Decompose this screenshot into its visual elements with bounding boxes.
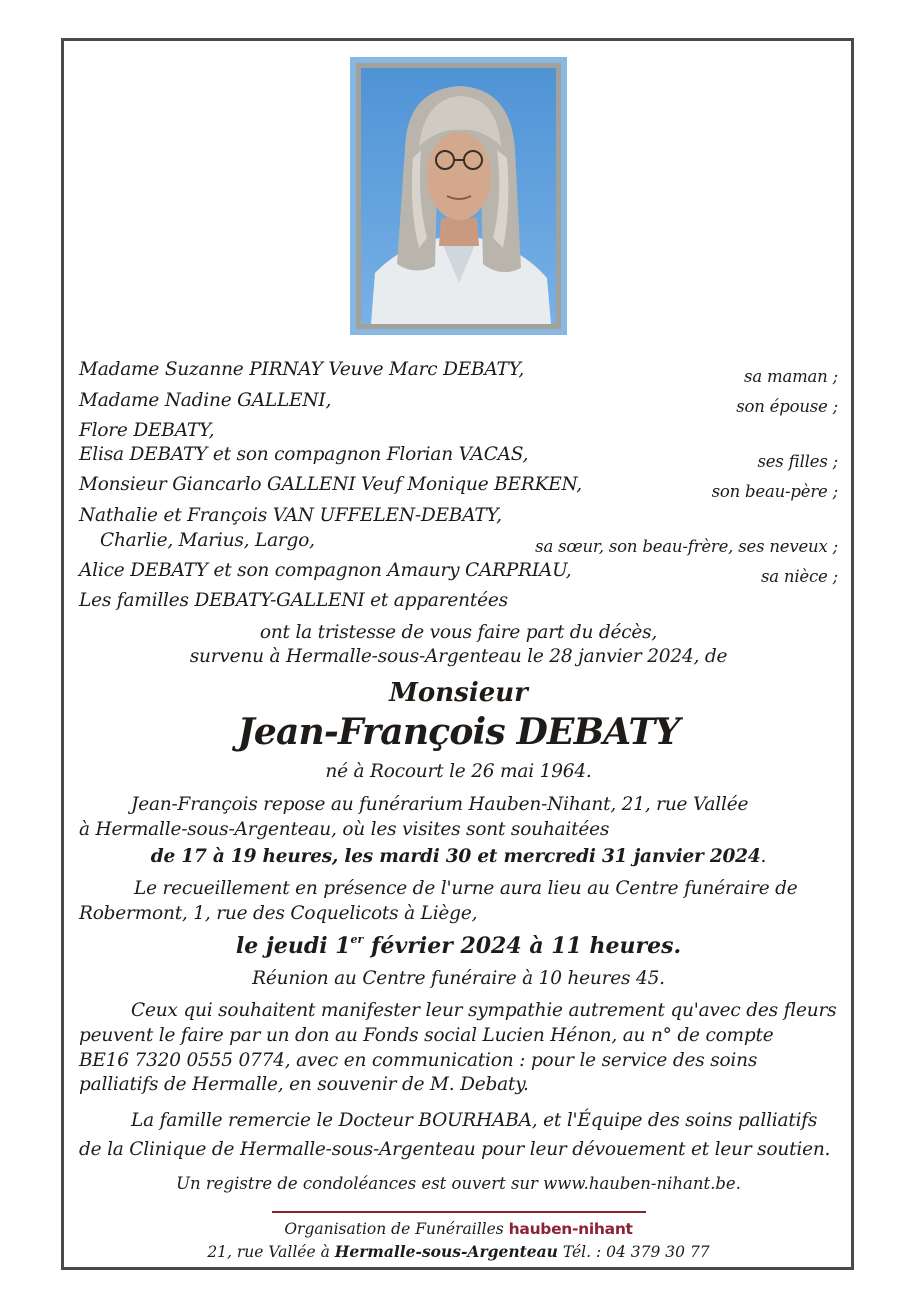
donation-line-2: peuvent le faire par un don au Fonds social Lucien Hénon, au n° de compte [79, 1025, 774, 1046]
announce-line-2: survenu à Hermalle-sous-Argenteau le 28 janvier 2024, de [189, 646, 728, 667]
relation-6: sa nièce ; [760, 567, 838, 586]
birth-info: né à Rocourt le 26 mai 1964. [325, 761, 592, 782]
family-line-5: Monsieur Giancarlo GALLENI Veuf Monique BERKEN, [79, 474, 582, 495]
visits-line-1: Jean-François repose au funérarium Hauben-Nihant, 21, rue Vallée [131, 794, 749, 815]
relation-1: sa maman ; [744, 367, 838, 386]
footer-address: 21, rue Vallée à Hermalle-sous-Argenteau Tél. : 04 379 30 77 [207, 1242, 710, 1261]
ceremony-line-1: Le recueillement en présence de l'urne aura lieu au Centre funéraire de [134, 878, 798, 899]
relation-4: son beau-père ; [711, 482, 838, 501]
relation-2: son épouse ; [736, 397, 838, 416]
thanks-line-2: de la Clinique de Hermalle-sous-Argenteau pour leur dévouement et leur soutien. [79, 1139, 831, 1160]
donation-line-3: BE16 7320 0555 0774, avec en communication : pour le service des soins [79, 1050, 758, 1071]
portrait-photo [350, 57, 567, 335]
deceased-name: Jean-François DEBATY [237, 711, 680, 753]
ceremony-line-2: Robermont, 1, rue des Coquelicots à Liège, [79, 903, 478, 924]
deceased-salutation: Monsieur [389, 678, 528, 708]
family-line-6: Nathalie et François VAN UFFELEN-DEBATY, [79, 505, 502, 526]
family-line-7: Charlie, Marius, Largo, [100, 530, 315, 551]
relation-3: ses filles ; [757, 452, 838, 471]
thanks-line-1: La famille remercie le Docteur BOURHABA, et l'Équipe des soins palliatifs [131, 1110, 818, 1131]
relation-5: sa sœur, son beau-frère, ses neveux ; [535, 537, 838, 556]
condolence-registry: Un registre de condoléances est ouvert sur www.hauben-nihant.be. [176, 1174, 741, 1193]
family-line-4: Elisa DEBATY et son compagnon Florian VACAS, [79, 444, 529, 465]
family-line-1: Madame Suzanne PIRNAY Veuve Marc DEBATY, [79, 359, 525, 380]
family-line-2: Madame Nadine GALLENI, [79, 390, 332, 411]
visits-hours-text: de 17 à 19 heures, les mardi 30 et mercredi 31 janvier 2024 [150, 846, 761, 867]
meeting-info: Réunion au Centre funéraire à 10 heures 45. [252, 968, 665, 989]
family-line-9: Les familles DEBATY-GALLENI et apparentées [79, 590, 508, 611]
family-line-8: Alice DEBATY et son compagnon Amaury CARPRIAU, [79, 560, 572, 581]
visits-line-2: à Hermalle-sous-Argenteau, où les visites sont souhaitées [79, 819, 610, 840]
ceremony-date: le jeudi 1er février 2024 à 11 heures. [235, 933, 682, 959]
brand-logo: hauben-nihant [508, 1220, 633, 1238]
portrait-image [361, 68, 556, 324]
donation-line-1: Ceux qui souhaitent manifester leur sympathie autrement qu'avec des fleurs [131, 1000, 837, 1021]
donation-line-4: palliatifs de Hermalle, en souvenir de M. Debaty. [79, 1074, 529, 1095]
visits-hours: de 17 à 19 heures, les mardi 30 et mercredi 31 janvier 2024. [150, 846, 767, 867]
family-line-3: Flore DEBATY, [79, 420, 215, 441]
footer-divider [272, 1211, 646, 1213]
announce-line-1: ont la tristesse de vous faire part du décès, [259, 622, 658, 643]
footer-organisation: Organisation de Funérailles hauben-nihant [284, 1220, 633, 1238]
